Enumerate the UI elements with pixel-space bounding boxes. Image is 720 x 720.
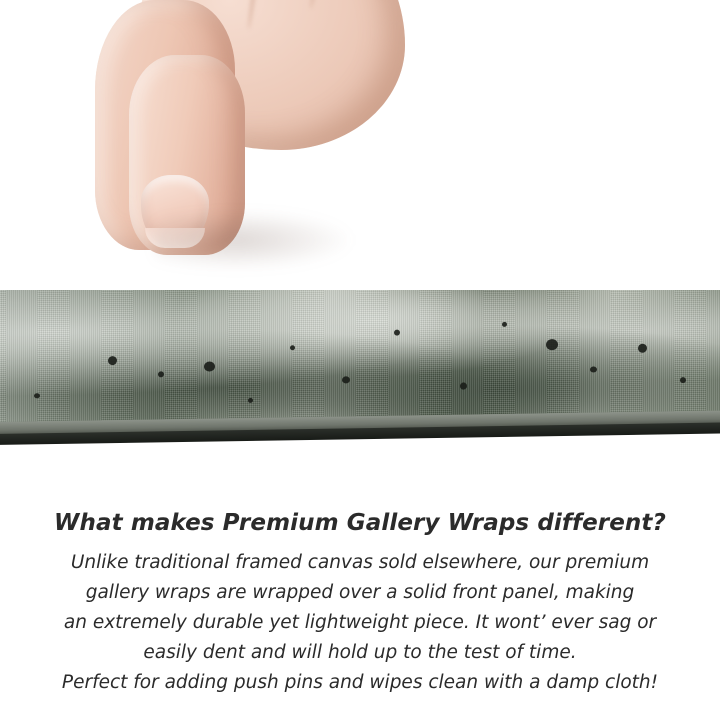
body-copy [0,548,720,698]
texture-speck [680,377,686,383]
texture-speck [108,356,117,365]
texture-speck [290,345,295,350]
hand-pressing-canvas [95,0,405,310]
body-line: gallery wraps are wrapped over a solid front panel, making [85,582,635,603]
marketing-copy [0,470,720,720]
texture-speck [34,393,40,398]
texture-speck [546,339,558,350]
texture-speck [158,371,164,377]
hand-shadow [155,210,355,270]
texture-speck [638,344,647,353]
texture-speck [204,361,215,371]
headline: What makes Premium Gallery Wraps different? [54,510,666,536]
body-line: an extremely durable yet lightweight piece. It wont’ ever sag or [63,612,657,633]
texture-speck [502,322,507,327]
body-line: Perfect for adding push pins and wipes clean with a damp cloth! [61,672,659,693]
canvas-wrap-edge [0,290,720,450]
texture-speck [460,383,467,390]
texture-speck [342,376,350,383]
texture-speck [590,366,597,372]
knuckle-crease-icon [247,0,268,30]
texture-speck [248,398,253,403]
body-line: easily dent and will hold up to the test of time. [143,642,577,663]
body-line: Unlike traditional framed canvas sold elsewhere, our premium [70,552,650,573]
texture-speck [394,330,400,336]
knuckle-crease-icon [309,0,336,9]
